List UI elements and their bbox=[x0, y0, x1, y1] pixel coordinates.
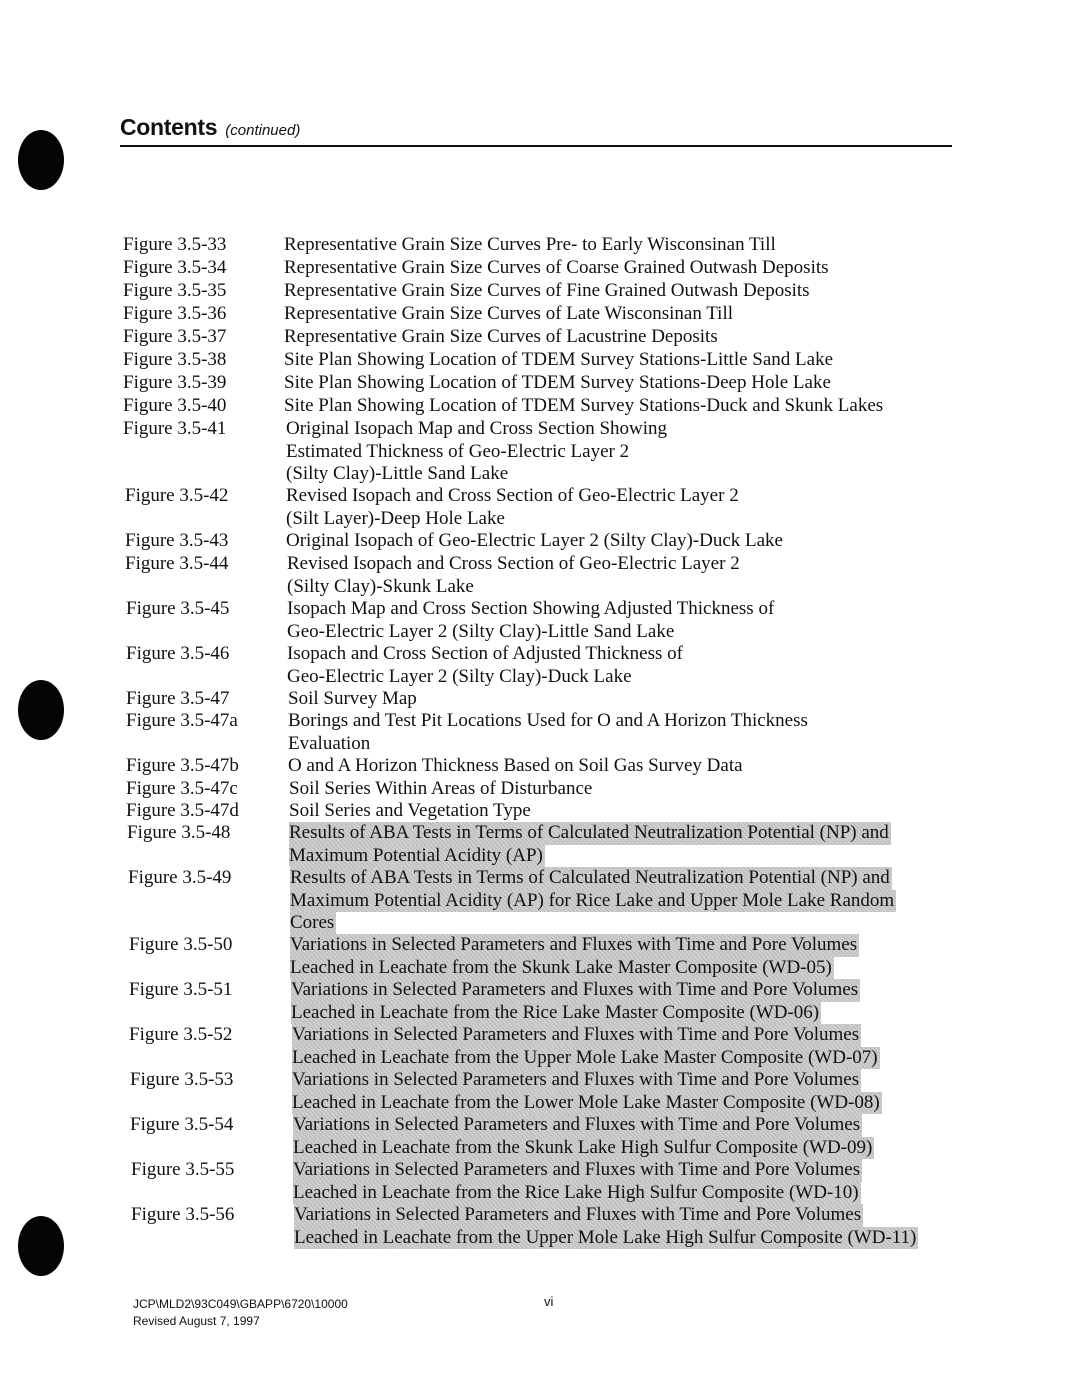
figure-caption bbox=[284, 257, 829, 280]
caption-line: O and A Horizon Thickness Based on Soil Gas Survey Data bbox=[288, 755, 743, 776]
caption-line: Isopach and Cross Section of Adjusted Thickness of bbox=[287, 643, 683, 664]
figure-number: Figure 3.5-56 bbox=[131, 1204, 235, 1225]
caption-line: Maximum Potential Acidity (AP) for Rice Lake and Upper Mole Lake Random bbox=[290, 889, 895, 911]
caption-line: Revised Isopach and Cross Section of Geo-Electric Layer 2 bbox=[286, 485, 739, 506]
caption-line: Revised Isopach and Cross Section of Geo-Electric Layer 2 bbox=[287, 553, 740, 574]
caption-line: (Silty Clay)-Little Sand Lake bbox=[286, 463, 509, 484]
figure-number: Figure 3.5-35 bbox=[123, 280, 227, 301]
footer-revised: Revised August 7, 1997 bbox=[133, 1314, 260, 1328]
figure-number: Figure 3.5-48 bbox=[127, 822, 231, 843]
caption-line: Variations in Selected Parameters and Fluxes with Time and Pore Volumes bbox=[291, 979, 859, 1000]
figure-caption bbox=[286, 530, 783, 553]
caption-line: Borings and Test Pit Locations Used for O and A Horizon Thickness bbox=[288, 710, 808, 731]
figure-caption bbox=[288, 688, 417, 711]
figure-number: Figure 3.5-47 bbox=[126, 688, 230, 709]
figure-caption bbox=[289, 822, 891, 867]
caption-line: Representative Grain Size Curves of Late Wisconsinan Till bbox=[284, 303, 733, 324]
figure-caption bbox=[284, 280, 810, 303]
caption-line: Results of ABA Tests in Terms of Calculated Neutralization Potential (NP) and bbox=[289, 822, 889, 843]
figure-number: Figure 3.5-47d bbox=[126, 800, 239, 821]
figure-number: Figure 3.5-42 bbox=[125, 485, 229, 506]
figure-caption bbox=[289, 800, 531, 823]
figure-number: Figure 3.5-41 bbox=[123, 418, 227, 439]
figure-caption bbox=[292, 1069, 882, 1114]
caption-line: Variations in Selected Parameters and Fluxes with Time and Pore Volumes bbox=[292, 1069, 860, 1090]
figure-caption bbox=[284, 349, 833, 372]
caption-line: Estimated Thickness of Geo-Electric Layer 2 bbox=[286, 440, 630, 462]
figure-number: Figure 3.5-53 bbox=[130, 1069, 234, 1090]
figure-caption bbox=[291, 979, 860, 1024]
caption-line: Variations in Selected Parameters and Fluxes with Time and Pore Volumes bbox=[293, 1114, 861, 1135]
binder-hole-top bbox=[18, 130, 64, 190]
page-subtitle: (continued) bbox=[225, 122, 301, 139]
caption-line: Site Plan Showing Location of TDEM Survey Stations-Deep Hole Lake bbox=[284, 372, 831, 393]
caption-line: Leached in Leachate from the Skunk Lake Master Composite (WD-05) bbox=[290, 956, 832, 978]
caption-line: Variations in Selected Parameters and Fluxes with Time and Pore Volumes bbox=[292, 1024, 860, 1045]
figure-number: Figure 3.5-54 bbox=[130, 1114, 234, 1135]
caption-line: Evaluation bbox=[288, 732, 371, 754]
figure-caption bbox=[290, 867, 896, 935]
caption-line: Site Plan Showing Location of TDEM Survey Stations-Little Sand Lake bbox=[284, 349, 834, 370]
figure-caption bbox=[287, 643, 683, 688]
figure-caption bbox=[292, 1024, 880, 1069]
caption-line: Representative Grain Size Curves of Lacustrine Deposits bbox=[284, 326, 718, 347]
figure-number: Figure 3.5-47c bbox=[126, 778, 238, 799]
figure-number: Figure 3.5-55 bbox=[131, 1159, 235, 1180]
figure-caption bbox=[284, 372, 831, 395]
footer bbox=[133, 1296, 348, 1330]
page-title: Contents bbox=[120, 114, 218, 140]
figure-caption bbox=[286, 418, 667, 486]
figure-caption bbox=[284, 326, 718, 349]
caption-line: Geo-Electric Layer 2 (Silty Clay)-Little Sand Lake bbox=[287, 620, 675, 642]
figure-caption bbox=[294, 1204, 918, 1249]
figure-caption bbox=[288, 710, 808, 755]
figure-number: Figure 3.5-38 bbox=[123, 349, 227, 370]
caption-line: (Silt Layer)-Deep Hole Lake bbox=[286, 507, 505, 529]
figure-number: Figure 3.5-44 bbox=[125, 553, 229, 574]
binder-hole-middle bbox=[18, 680, 64, 740]
figure-number: Figure 3.5-50 bbox=[129, 934, 233, 955]
caption-line: Soil Survey Map bbox=[288, 688, 417, 709]
caption-line: Variations in Selected Parameters and Fluxes with Time and Pore Volumes bbox=[293, 1159, 861, 1180]
figure-caption bbox=[284, 303, 733, 326]
caption-line: Leached in Leachate from the Upper Mole Lake Master Composite (WD-07) bbox=[292, 1046, 878, 1068]
caption-line: Leached in Leachate from the Skunk Lake High Sulfur Composite (WD-09) bbox=[293, 1136, 873, 1158]
figure-number: Figure 3.5-47b bbox=[126, 755, 239, 776]
caption-line: Original Isopach of Geo-Electric Layer 2 (Silty Clay)-Duck Lake bbox=[286, 530, 783, 551]
figure-caption bbox=[293, 1114, 874, 1159]
figure-caption bbox=[290, 934, 859, 979]
figure-number: Figure 3.5-43 bbox=[125, 530, 229, 551]
caption-line: Soil Series Within Areas of Disturbance bbox=[289, 778, 593, 799]
page-header bbox=[120, 114, 952, 147]
figure-number: Figure 3.5-34 bbox=[123, 257, 227, 278]
figure-number: Figure 3.5-40 bbox=[123, 395, 227, 416]
caption-line: Representative Grain Size Curves of Coarse Grained Outwash Deposits bbox=[284, 257, 829, 278]
figure-number: Figure 3.5-46 bbox=[126, 643, 230, 664]
figure-caption bbox=[284, 395, 883, 418]
caption-line: Leached in Leachate from the Rice Lake High Sulfur Composite (WD-10) bbox=[293, 1181, 859, 1203]
caption-line: Geo-Electric Layer 2 (Silty Clay)-Duck Lake bbox=[287, 665, 632, 687]
footer-path: JCP\MLD2\93C049\GBAPP\6720\10000 bbox=[133, 1297, 348, 1311]
figure-caption bbox=[284, 234, 776, 257]
caption-line: Variations in Selected Parameters and Fluxes with Time and Pore Volumes bbox=[290, 934, 858, 955]
figure-caption bbox=[293, 1159, 862, 1204]
page-number: vi bbox=[544, 1294, 554, 1309]
caption-line: Variations in Selected Parameters and Fluxes with Time and Pore Volumes bbox=[294, 1204, 862, 1225]
figure-number: Figure 3.5-39 bbox=[123, 372, 227, 393]
caption-line: Representative Grain Size Curves of Fine Grained Outwash Deposits bbox=[284, 280, 810, 301]
figure-number: Figure 3.5-51 bbox=[129, 979, 233, 1000]
caption-line: Leached in Leachate from the Upper Mole Lake High Sulfur Composite (WD-11) bbox=[294, 1226, 917, 1248]
figure-number: Figure 3.5-45 bbox=[126, 598, 230, 619]
caption-line: Leached in Leachate from the Rice Lake Master Composite (WD-06) bbox=[291, 1001, 820, 1023]
caption-line: Site Plan Showing Location of TDEM Survey Stations-Duck and Skunk Lakes bbox=[284, 395, 884, 416]
figure-number: Figure 3.5-52 bbox=[129, 1024, 233, 1045]
figure-number: Figure 3.5-49 bbox=[128, 867, 232, 888]
figure-number: Figure 3.5-33 bbox=[123, 234, 227, 255]
figure-number: Figure 3.5-47a bbox=[126, 710, 238, 731]
caption-line: Maximum Potential Acidity (AP) bbox=[289, 844, 543, 866]
caption-line: Results of ABA Tests in Terms of Calculated Neutralization Potential (NP) and bbox=[290, 867, 890, 888]
caption-line: Cores bbox=[290, 912, 335, 933]
caption-line: Leached in Leachate from the Lower Mole Lake Master Composite (WD-08) bbox=[292, 1091, 880, 1113]
figure-number: Figure 3.5-37 bbox=[123, 326, 227, 347]
figure-caption bbox=[287, 553, 740, 598]
caption-line: Soil Series and Vegetation Type bbox=[289, 800, 531, 821]
binder-hole-bottom bbox=[18, 1216, 64, 1276]
figure-caption bbox=[287, 598, 774, 643]
figure-caption bbox=[288, 755, 743, 778]
figure-caption bbox=[286, 485, 739, 530]
caption-line: Original Isopach Map and Cross Section Showing bbox=[286, 418, 668, 439]
figure-number: Figure 3.5-36 bbox=[123, 303, 227, 324]
caption-line: Representative Grain Size Curves Pre- to Early Wisconsinan Till bbox=[284, 234, 776, 255]
caption-line: (Silty Clay)-Skunk Lake bbox=[287, 575, 474, 597]
figure-caption bbox=[289, 778, 592, 801]
caption-line: Isopach Map and Cross Section Showing Adjusted Thickness of bbox=[287, 598, 775, 619]
